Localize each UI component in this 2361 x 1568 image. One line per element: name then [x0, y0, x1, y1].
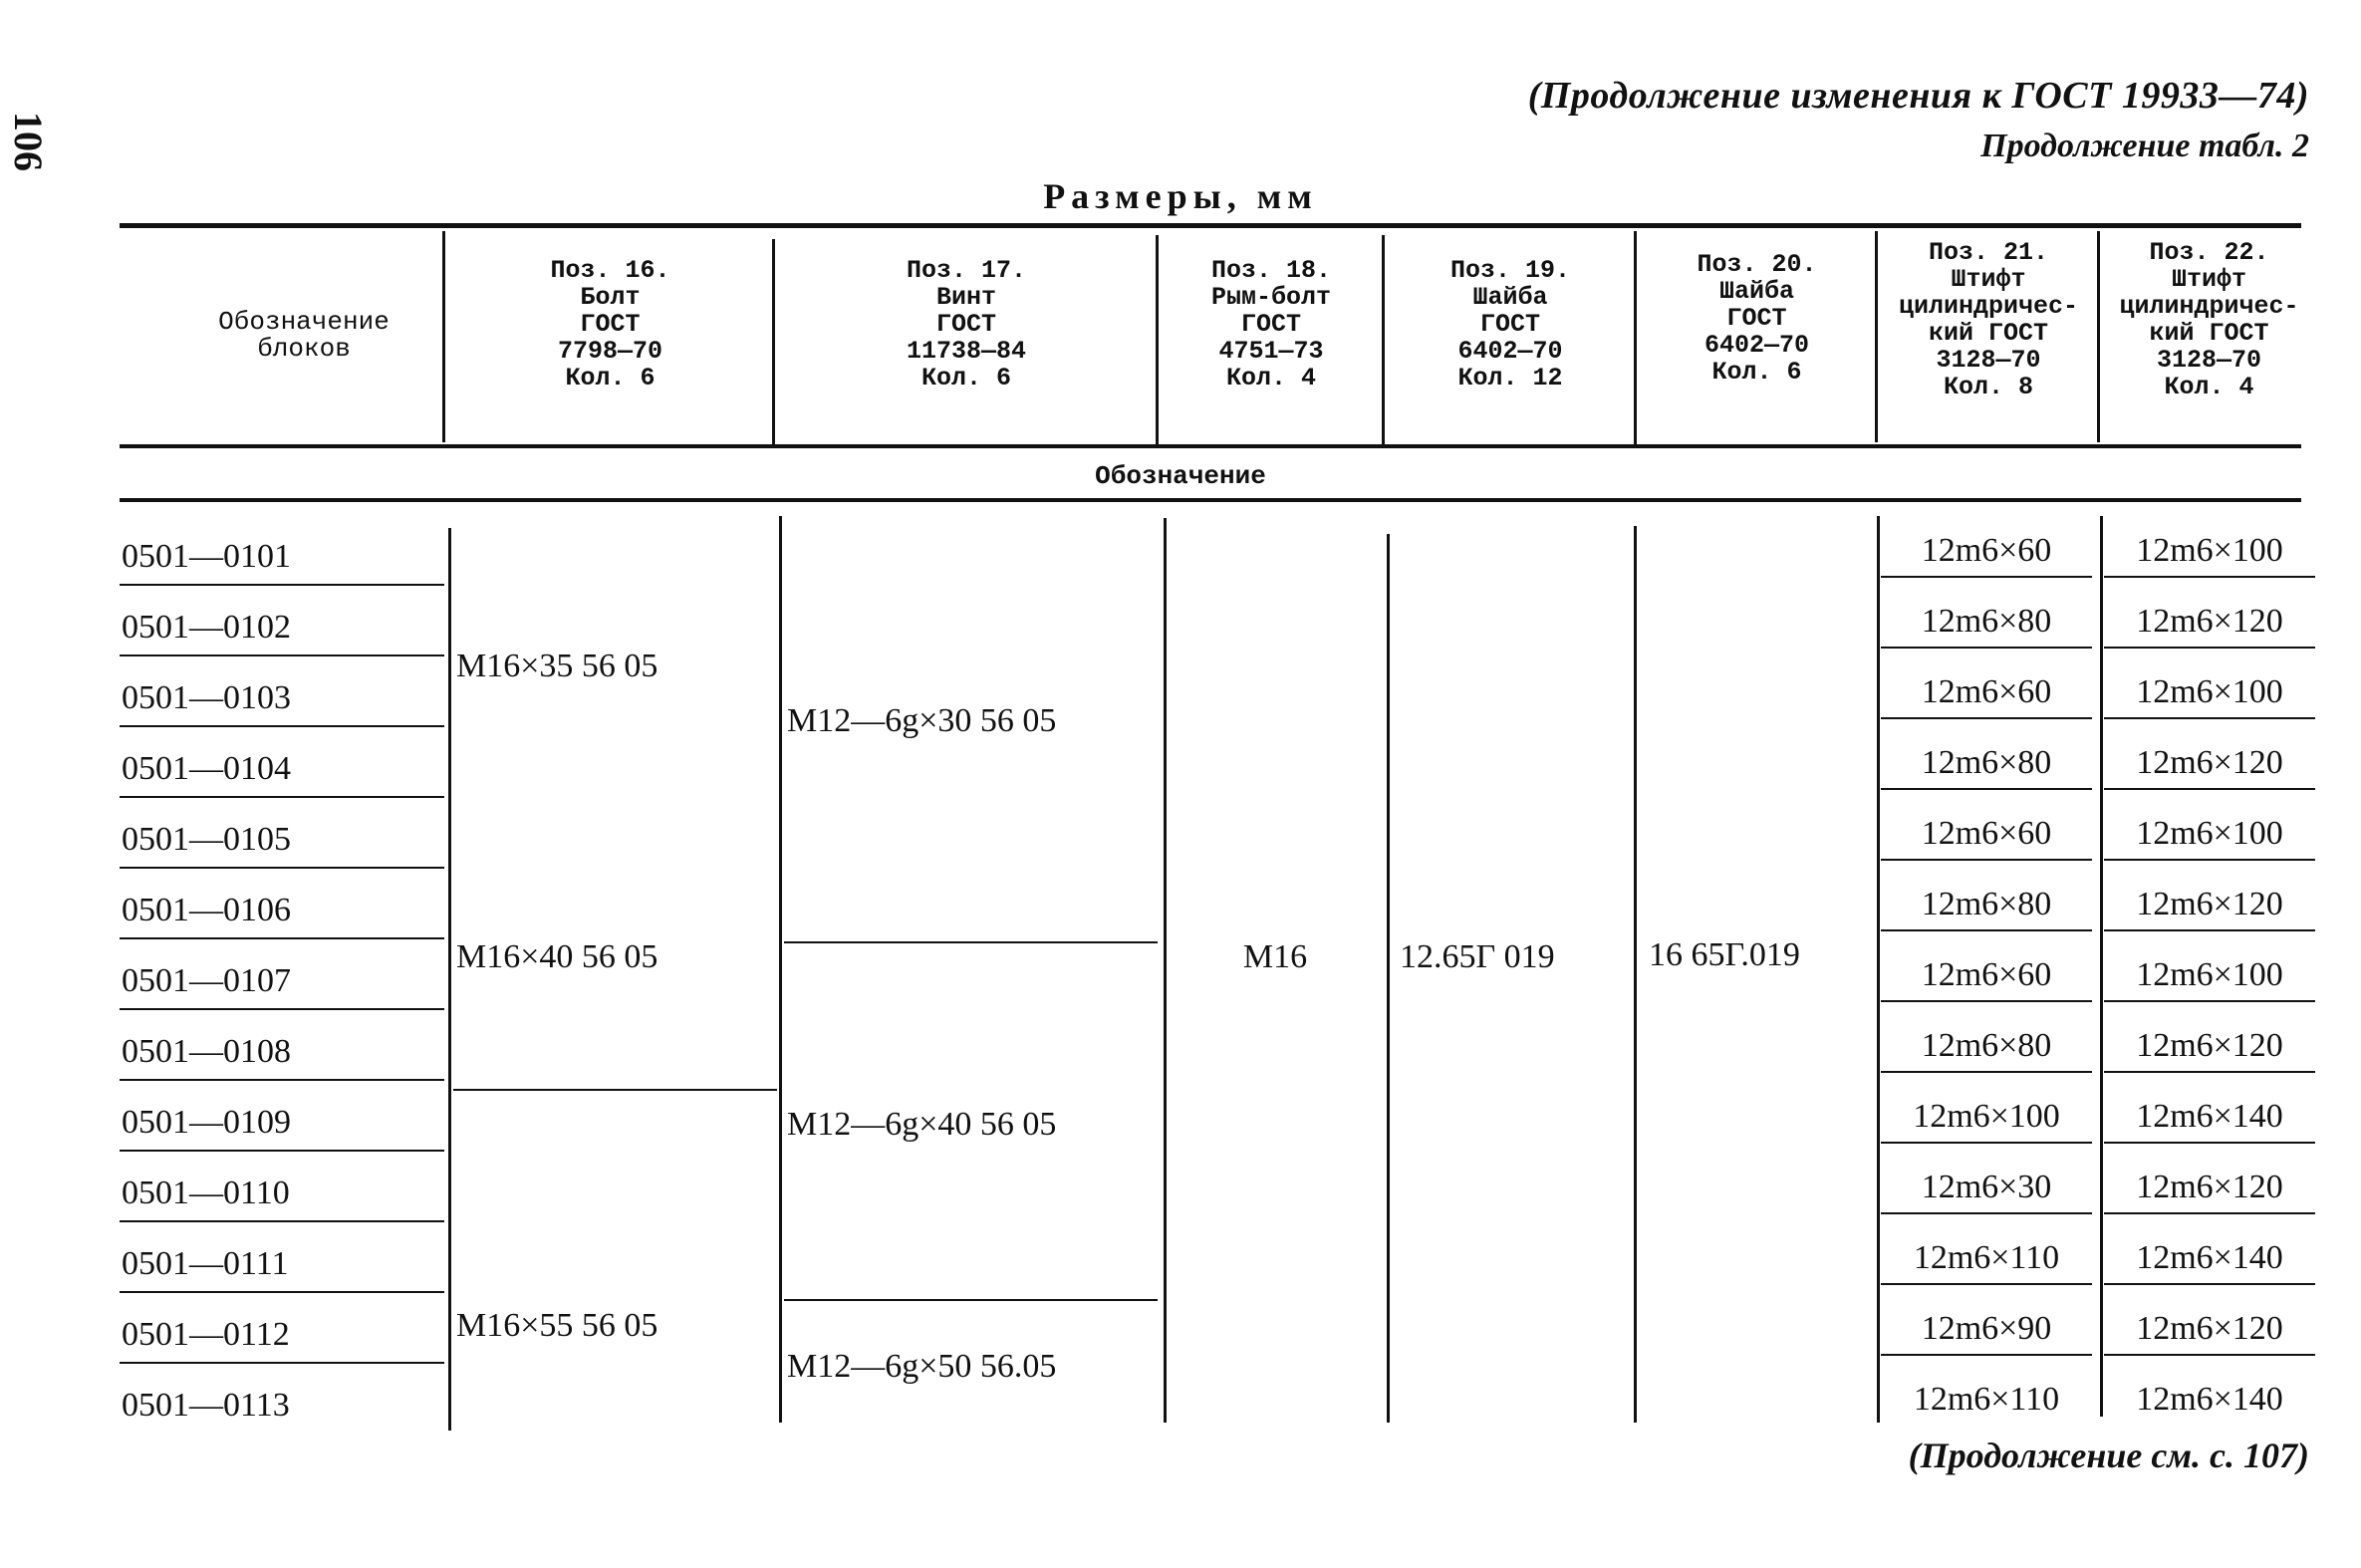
pin-21-value: 12m6×100	[1913, 1098, 2060, 1135]
column-header-pos22: Поз. 22. Штифт цилиндричес- кий ГОСТ 3128—70 Кол. 4	[2119, 238, 2299, 401]
washer-19-value: 12.65Г 019	[1400, 938, 1555, 975]
bolt-group-divider	[453, 1089, 777, 1091]
pin-underline	[1881, 1071, 2092, 1073]
pin-22-value: 12m6×140	[2136, 1381, 2283, 1418]
pin-underline	[2104, 1000, 2315, 1002]
block-code: 0501—0113	[122, 1387, 290, 1424]
screw-value: M12—6g×40 56 05	[787, 1106, 1057, 1143]
pin-underline	[2104, 788, 2315, 790]
column-header-pos16: Поз. 16. Болт ГОСТ 7798—70 Кол. 6	[550, 256, 670, 392]
row-rule	[120, 1362, 444, 1364]
header-bottom-rule	[120, 444, 2301, 448]
header-col-sep	[1382, 235, 1385, 444]
bolt-value: M16×40 56 05	[456, 938, 658, 975]
column-header-pos19: Поз. 19. Шайба ГОСТ 6402—70 Кол. 12	[1449, 256, 1571, 392]
block-code: 0501—0111	[122, 1245, 289, 1282]
header-col-sep	[1875, 231, 1878, 442]
pin-underline	[1881, 859, 2092, 861]
subheader-bottom-rule	[120, 498, 2301, 502]
pin-underline	[1881, 1283, 2092, 1285]
table-continuation-label: Продолжение табл. 2	[1980, 128, 2309, 164]
units-label: Размеры, мм	[1043, 176, 1318, 216]
body-col-sep	[1877, 516, 1880, 1423]
row-rule	[120, 1079, 444, 1081]
pin-22-value: 12m6×120	[2136, 1027, 2283, 1064]
screw-group-divider	[784, 941, 1158, 943]
pin-underline	[1881, 1000, 2092, 1002]
pin-22-value: 12m6×120	[2136, 1169, 2283, 1205]
pin-underline	[1881, 1212, 2092, 1214]
row-rule	[120, 867, 444, 869]
pin-underline	[2104, 1354, 2315, 1356]
column-header-pos20: Поз. 20. Шайба ГОСТ 6402—70 Кол. 6	[1697, 250, 1817, 387]
table-top-rule	[120, 223, 2301, 228]
pin-21-value: 12m6×60	[1921, 815, 2052, 852]
pin-21-value: 12m6×60	[1921, 956, 2052, 993]
pin-21-value: 12m6×80	[1921, 744, 2052, 781]
row-rule	[120, 1150, 444, 1152]
designation-subheader: Обозначение	[1095, 461, 1266, 491]
pin-21-value: 12m6×30	[1921, 1169, 2052, 1205]
continuation-footer: (Продолжение см. с. 107)	[1908, 1436, 2309, 1475]
document-header-title: (Продолжение изменения к ГОСТ 19933—74)	[1527, 75, 2309, 117]
pin-21-value: 12m6×80	[1921, 603, 2052, 640]
bolt-value: M16×55 56 05	[456, 1307, 658, 1344]
screw-value: M12—6g×30 56 05	[787, 702, 1057, 739]
header-col-sep	[2097, 231, 2100, 442]
pin-underline	[2104, 859, 2315, 861]
body-col-sep	[779, 516, 782, 1423]
pin-underline	[1881, 1354, 2092, 1356]
pin-underline	[1881, 647, 2092, 649]
column-header-pos18: Поз. 18. Рым-болт ГОСТ 4751—73 Кол. 4	[1210, 256, 1332, 392]
row-rule	[120, 796, 444, 798]
block-code: 0501—0106	[122, 892, 291, 928]
body-col-sep	[448, 528, 451, 1431]
pin-22-value: 12m6×100	[2136, 532, 2283, 569]
block-code: 0501—0102	[122, 609, 291, 646]
pin-underline	[2104, 1142, 2315, 1144]
block-code: 0501—0101	[122, 538, 291, 575]
pin-21-value: 12m6×90	[1921, 1310, 2052, 1347]
row-rule	[120, 1291, 444, 1293]
block-code: 0501—0110	[122, 1175, 290, 1211]
block-designation-header: Обозначение блоков	[218, 307, 390, 364]
column-header-pos17: Поз. 17. Винт ГОСТ 11738—84 Кол. 6	[906, 256, 1027, 392]
header-col-sep	[772, 239, 775, 444]
pin-22-value: 12m6×100	[2136, 956, 2283, 993]
pin-22-value: 12m6×120	[2136, 1310, 2283, 1347]
pin-22-value: 12m6×140	[2136, 1239, 2283, 1276]
pin-underline	[1881, 576, 2092, 578]
page-number: 106	[6, 112, 51, 171]
block-code: 0501—0105	[122, 821, 291, 858]
pin-underline	[1881, 788, 2092, 790]
row-rule	[120, 725, 444, 727]
body-col-sep	[2100, 516, 2103, 1417]
header-col-sep	[1156, 235, 1159, 444]
pin-21-value: 12m6×80	[1921, 886, 2052, 922]
pin-underline	[2104, 1283, 2315, 1285]
pin-underline	[2104, 929, 2315, 931]
pin-underline	[2104, 717, 2315, 719]
row-rule	[120, 654, 444, 656]
pin-underline	[1881, 717, 2092, 719]
pin-underline	[2104, 1071, 2315, 1073]
pin-21-value: 12m6×60	[1921, 673, 2052, 710]
body-col-sep	[1634, 526, 1637, 1423]
pin-22-value: 12m6×100	[2136, 673, 2283, 710]
header-col-sep	[1634, 231, 1637, 444]
row-rule	[120, 584, 444, 586]
pin-22-value: 12m6×100	[2136, 815, 2283, 852]
pin-21-value: 12m6×110	[1913, 1381, 2060, 1418]
bolt-value: M16×35 56 05	[456, 648, 658, 684]
body-col-sep	[1387, 534, 1390, 1423]
column-header-pos21: Поз. 21. Штифт цилиндричес- кий ГОСТ 3128—70 Кол. 8	[1898, 238, 2079, 401]
block-code: 0501—0103	[122, 679, 291, 716]
pin-22-value: 12m6×120	[2136, 603, 2283, 640]
block-code: 0501—0107	[122, 962, 291, 999]
eyebolt-value: M16	[1242, 938, 1308, 975]
pin-21-value: 12m6×80	[1921, 1027, 2052, 1064]
pin-underline	[1881, 929, 2092, 931]
pin-underline	[1881, 1142, 2092, 1144]
row-rule	[120, 1008, 444, 1010]
block-code: 0501—0108	[122, 1033, 291, 1070]
washer-20-value: 16 65Г.019	[1649, 936, 1800, 973]
block-code: 0501—0104	[122, 750, 291, 787]
screw-value: M12—6g×50 56.05	[787, 1348, 1057, 1385]
screw-group-divider	[784, 1299, 1158, 1301]
block-code: 0501—0112	[122, 1316, 290, 1353]
pin-underline	[2104, 576, 2315, 578]
block-code: 0501—0109	[122, 1104, 291, 1141]
row-rule	[120, 1220, 444, 1222]
pin-22-value: 12m6×120	[2136, 886, 2283, 922]
pin-21-value: 12m6×60	[1921, 532, 2052, 569]
row-rule	[120, 937, 444, 939]
pin-21-value: 12m6×110	[1913, 1239, 2060, 1276]
pin-22-value: 12m6×120	[2136, 744, 2283, 781]
pin-underline	[2104, 647, 2315, 649]
pin-underline	[2104, 1212, 2315, 1214]
pin-22-value: 12m6×140	[2136, 1098, 2283, 1135]
